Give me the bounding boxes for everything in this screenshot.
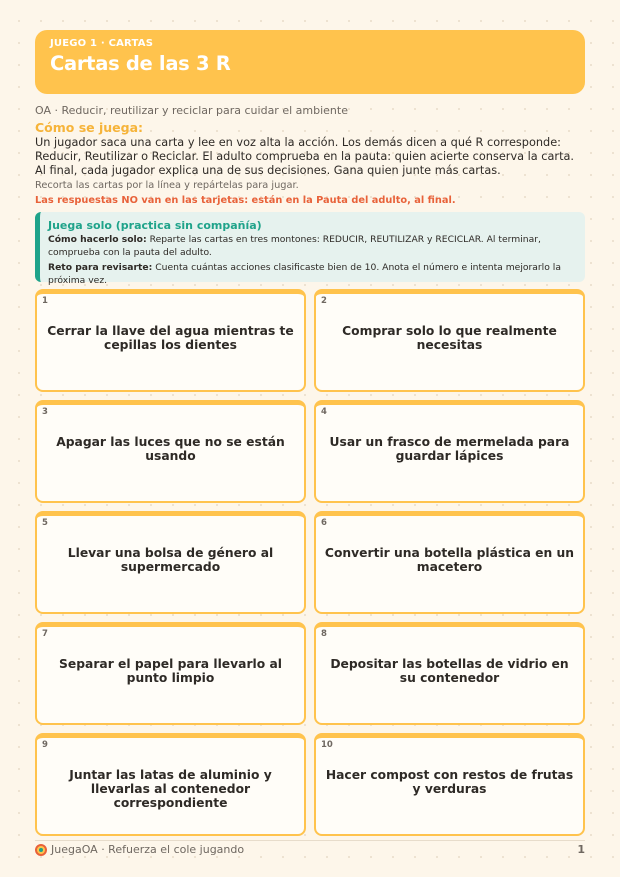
solo-how-line — [48, 234, 575, 259]
card-number: 2 — [321, 296, 327, 306]
cut-instruction: Recorta las cartas por la línea y repártelas para jugar. — [35, 180, 299, 191]
footer-brand — [35, 843, 244, 856]
solo-how-text: Reparte las cartas en tres montones: REDUCIR, REUTILIZAR y RECICLAR. Al terminar, comprueba con la pauta del adulto. — [48, 234, 541, 258]
card-text: Juntar las latas de aluminio y llevarlas al contenedor correspondiente — [69, 768, 272, 810]
card-text: Separar el papel para llevarlo al punto limpio — [59, 657, 282, 685]
card-7 — [35, 622, 306, 725]
card-9 — [35, 733, 306, 836]
card-number: 3 — [42, 407, 48, 417]
footer-divider — [35, 840, 585, 841]
card-number: 1 — [42, 296, 48, 306]
footer-brand-text: JuegaOA · Refuerza el cole jugando — [51, 843, 245, 856]
card-text: Depositar las botellas de vidrio en su contenedor — [330, 657, 569, 685]
card-number: 5 — [42, 518, 48, 528]
how-to-play-heading: Cómo se juega: — [35, 120, 144, 135]
how-to-play-text: Un jugador saca una carta y lee en voz alta la acción. Los demás dicen a qué R corresponde: Reducir, Reutilizar o Reciclar. El adulto comprueba en la pauta: quien acierte conserva la carta. Al final, cada jugador explica una de sus decisiones. Gana quien junte más cartas. — [35, 136, 575, 177]
card-number: 10 — [321, 740, 333, 750]
card-3 — [35, 400, 306, 503]
card-text: Comprar solo lo que realmente necesitas — [342, 324, 557, 352]
card-text: Convertir una botella plástica en un macetero — [324, 546, 575, 574]
card-4 — [314, 400, 585, 503]
card-text: Hacer compost con restos de frutas y verduras — [325, 768, 574, 796]
solo-heading: Juega solo (practica sin compañía) — [48, 219, 262, 232]
card-number: 8 — [321, 629, 327, 639]
card-text: Llevar una bolsa de género al supermercado — [67, 546, 274, 574]
card-5 — [35, 511, 306, 614]
card-2 — [314, 289, 585, 392]
page-title: Cartas de las 3 R — [50, 52, 231, 75]
solo-how-label: Cómo hacerlo solo: — [48, 234, 147, 245]
juegaoa-logo-icon — [35, 844, 47, 856]
card-10 — [314, 733, 585, 836]
card-8 — [314, 622, 585, 725]
page-header — [35, 30, 585, 94]
answers-warning: Las respuestas NO van en las tarjetas: están en la Pauta del adulto, al final. — [35, 195, 456, 206]
page-number: 1 — [577, 843, 585, 856]
solo-challenge-label: Reto para revisarte: — [48, 262, 153, 273]
card-text: Usar un frasco de mermelada para guardar lápices — [329, 435, 570, 463]
solo-challenge-line — [48, 262, 575, 287]
card-number: 4 — [321, 407, 327, 417]
card-number: 7 — [42, 629, 48, 639]
solo-challenge-text: Cuenta cuántas acciones clasificaste bien de 10. Anota el número e intenta mejorarlo la próxima vez. — [48, 262, 561, 286]
card-6 — [314, 511, 585, 614]
solo-play-box — [35, 212, 585, 286]
game-kicker: JUEGO 1 · CARTAS — [50, 38, 154, 49]
learning-objective: OA · Reducir, reutilizar y reciclar para cuidar el ambiente — [35, 104, 348, 117]
card-text: Apagar las luces que no se están usando — [56, 435, 285, 463]
card-number: 6 — [321, 518, 327, 528]
card-number: 9 — [42, 740, 48, 750]
card-1 — [35, 289, 306, 392]
card-text: Cerrar la llave del agua mientras te cepillas los dientes — [47, 324, 294, 352]
